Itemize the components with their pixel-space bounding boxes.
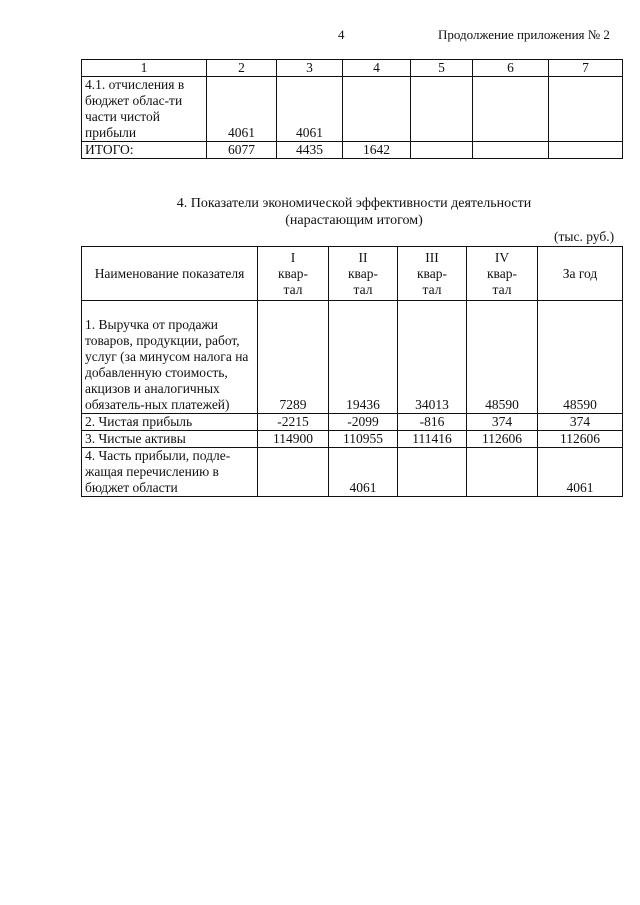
column-number: 6 [473, 60, 549, 77]
header-year: За год [538, 247, 623, 301]
table-row [82, 301, 623, 414]
table-cell: 34013 [398, 301, 467, 414]
table-cell [411, 77, 473, 142]
table-cell [398, 448, 467, 497]
table-cell: 4061 [329, 448, 398, 497]
table-cell: 374 [538, 414, 623, 431]
table-cell: 4061 [277, 77, 343, 142]
header-quarter-3: III квар- тал [398, 247, 467, 301]
table-header-row [82, 60, 623, 77]
section-title: 4. Показатели экономической эффективности деятельности [176, 196, 532, 211]
table-row [82, 448, 623, 497]
appendix-note: Продолжение приложения № 2 [438, 27, 610, 42]
table-cell: 111416 [398, 431, 467, 448]
unit-label: (тыс. руб.) [554, 229, 615, 244]
table-cell: 374 [467, 414, 538, 431]
column-number: 2 [207, 60, 277, 77]
row-label: 4. Часть прибыли, подле-жащая перечислению в бюджет области [82, 448, 258, 497]
table-cell [549, 142, 623, 159]
table-cell: 112606 [467, 431, 538, 448]
table-row [82, 414, 623, 431]
row-label: ИТОГО: [82, 142, 207, 159]
table-cell: 4061 [207, 77, 277, 142]
table-cell: 1642 [343, 142, 411, 159]
row-label: 4.1. отчисления в бюджет облас-ти части чистой прибыли [82, 77, 207, 142]
table-cell [473, 77, 549, 142]
table-cell: 110955 [329, 431, 398, 448]
table-cell [258, 448, 329, 497]
row-label: 1. Выручка от продажи товаров, продукции, работ, услуг (за минусом налога на добавленную стоимость, акцизов и аналогичных обязатель-ных платежей) [82, 301, 258, 414]
table-cell: -2215 [258, 414, 329, 431]
table-cell: 112606 [538, 431, 623, 448]
table-cell [473, 142, 549, 159]
table-cell [549, 77, 623, 142]
table-cell: 48590 [467, 301, 538, 414]
table-cell: 48590 [538, 301, 623, 414]
table-cell: 4435 [277, 142, 343, 159]
header-quarter-4: IV квар- тал [467, 247, 538, 301]
table-row [82, 431, 623, 448]
header-name: Наименование показателя [82, 247, 258, 301]
table-cell: 19436 [329, 301, 398, 414]
column-number: 3 [277, 60, 343, 77]
header-quarter-1: I квар- тал [258, 247, 329, 301]
table-cell: 4061 [538, 448, 623, 497]
table-row [82, 77, 623, 142]
section-subtitle: (нарастающим итогом) [285, 213, 423, 228]
table-cell [467, 448, 538, 497]
column-number: 5 [411, 60, 473, 77]
column-number: 4 [343, 60, 411, 77]
column-number: 1 [82, 60, 207, 77]
table-cell [411, 142, 473, 159]
row-label: 3. Чистые активы [82, 431, 258, 448]
table-row [82, 142, 623, 159]
header-quarter-2: II квар- тал [329, 247, 398, 301]
row-label: 2. Чистая прибыль [82, 414, 258, 431]
page-number: 4 [338, 27, 345, 42]
table-cell: 6077 [207, 142, 277, 159]
continuation-table [81, 59, 623, 159]
table-cell: 7289 [258, 301, 329, 414]
table-header-row [82, 247, 623, 301]
column-number: 7 [549, 60, 623, 77]
table-cell: 114900 [258, 431, 329, 448]
table-cell: -2099 [329, 414, 398, 431]
table-cell [343, 77, 411, 142]
table-cell: -816 [398, 414, 467, 431]
efficiency-table [81, 246, 623, 497]
